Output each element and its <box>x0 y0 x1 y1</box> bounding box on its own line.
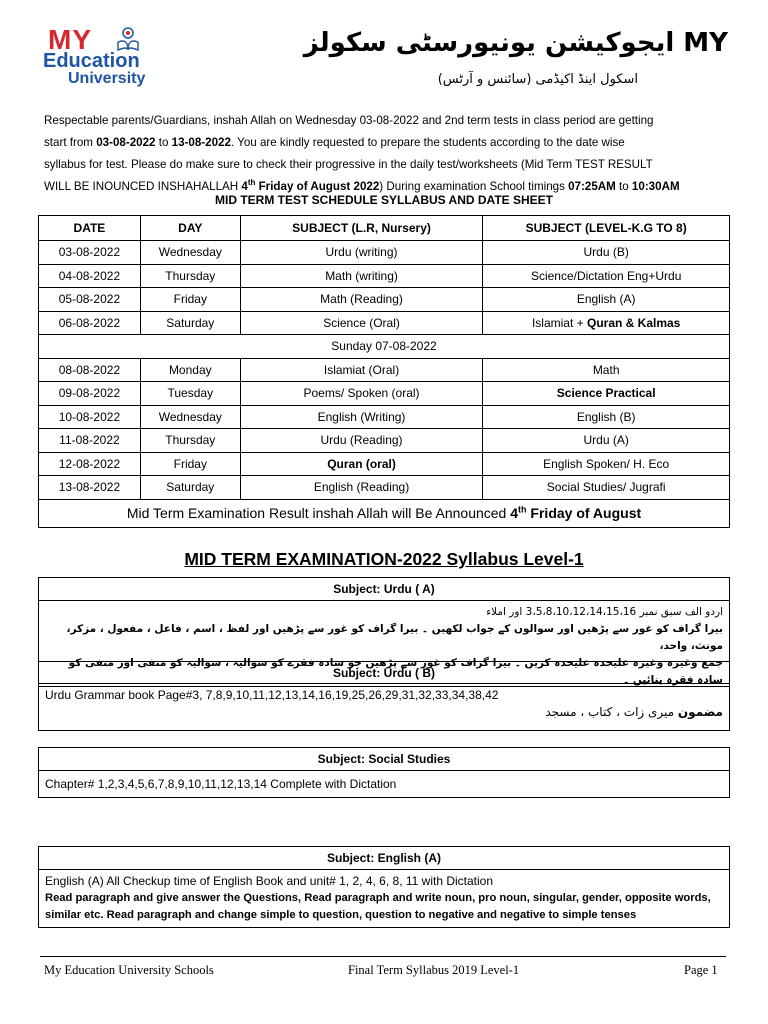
syllabus-line: English (A) All Checkup time of English Book and unit# 1, 2, 4, 6, 8, 11 with Dictation <box>45 874 494 888</box>
book-emblem-icon <box>116 26 140 52</box>
logo-education-text: Education <box>43 50 140 72</box>
urdu-line: جمع وغیرہ وغیرہ علیحدہ علیحدہ کریں ۔ بیرا گراف کو غور سے پڑھیں جو سادہ فقرے کو سوالیہ ، سوالیہ کو منفی اور منفی کو سادہ فقرہ بنائیں ۔ <box>68 657 723 686</box>
intro-line: Respectable parents/Guardians, inshah Allah on Wednesday 03-08-2022 and 2nd term tests in class period are getting <box>44 114 654 127</box>
day-cell: Thursday <box>140 429 240 453</box>
column-header: SUBJECT (L.R, Nursery) <box>240 216 483 241</box>
urdu-school-subtitle: اسکول اینڈ اکیڈمی (سائنس و آرٹس) <box>437 72 638 87</box>
urdu-line: مضمون میری زات ، کتاب ، مسجد <box>545 705 723 719</box>
footer-divider <box>40 956 726 957</box>
logo-my-text: MY <box>48 24 92 55</box>
urdu-b-box <box>38 661 730 731</box>
date-cell: 05-08-2022 <box>39 288 141 312</box>
subject-cell: Urdu (B) <box>483 241 730 265</box>
subject-cell: Islamiat (Oral) <box>240 358 483 382</box>
column-header: DAY <box>140 216 240 241</box>
table-row <box>39 429 730 453</box>
day-cell: Thursday <box>140 264 240 288</box>
subject-cell: Science Practical <box>483 382 730 406</box>
subject-cell: English (Reading) <box>240 476 483 500</box>
subject-cell: Social Studies/ Jugrafi <box>483 476 730 500</box>
subject-cell: Quran (oral) <box>240 452 483 476</box>
syllabus-line: Read paragraph and give answer the Questions, Read paragraph and write noun, pro noun, singular, gender, opposite words, similar etc. Read paragraph and change simple to question, question to negative and negative to simple tenses <box>45 892 711 921</box>
subject-cell: English (B) <box>483 405 730 429</box>
subject-cell: Math (writing) <box>240 264 483 288</box>
subject-cell: Urdu (writing) <box>240 241 483 265</box>
intro-paragraph <box>44 110 734 198</box>
day-cell: Wednesday <box>140 405 240 429</box>
schedule-title: MID TERM TEST SCHEDULE SYLLABUS AND DATE SHEET <box>214 193 553 207</box>
intro-line: start from 03-08-2022 to 13-08-2022. You are kindly requested to prepare the students according to the date wise <box>44 136 625 149</box>
subject-heading: Subject: Urdu ( B) <box>39 661 729 684</box>
subject-cell: Urdu (Reading) <box>240 429 483 453</box>
subject-cell: Science/Dictation Eng+Urdu <box>483 264 730 288</box>
subject-cell: Poems/ Spoken (oral) <box>240 382 483 406</box>
table-row <box>39 476 730 500</box>
day-cell: Wednesday <box>140 241 240 265</box>
date-cell: 13-08-2022 <box>39 476 141 500</box>
school-logo <box>40 24 160 90</box>
table-row <box>39 382 730 406</box>
date-cell: 11-08-2022 <box>39 429 141 453</box>
subject-heading: Subject: English (A) <box>39 847 729 870</box>
footer-page-number: Page 1 <box>684 963 718 977</box>
date-sheet-table <box>38 215 730 528</box>
day-cell: Saturday <box>140 476 240 500</box>
social-studies-box <box>38 747 730 798</box>
urdu-line: بیرا گراف کو غور سے پڑھیں اور سوالوں کے جواب لکھیں ۔ بیرا گراف کو غور سے پڑھیں اور لفظ ، اسم ، فاعل ، مفعول ، مزکر، مونث، واحد، <box>66 623 723 652</box>
intro-line: syllabus for test. Please do make sure to check their progressive in the daily test/worksheets (Mid Term TEST RESULT <box>44 158 653 171</box>
day-cell: Tuesday <box>140 382 240 406</box>
urdu-line: اردو الف سبق نمبر 3،5،8،10،12،14،15،16 اور املاء <box>486 606 723 618</box>
subject-body <box>39 684 729 730</box>
footer-school-name: My Education University Schools <box>44 963 214 977</box>
subject-cell: Math <box>483 358 730 382</box>
sunday-row <box>39 335 730 359</box>
subject-cell: Science (Oral) <box>240 311 483 335</box>
date-cell: 06-08-2022 <box>39 311 141 335</box>
table-row <box>39 288 730 312</box>
footer-document-title: Final Term Syllabus 2019 Level-1 <box>348 963 520 977</box>
table-row <box>39 452 730 476</box>
column-header: DATE <box>39 216 141 241</box>
subject-body <box>39 870 729 927</box>
subject-cell: Islamiat + Quran & Kalmas <box>483 311 730 335</box>
day-cell: Saturday <box>140 311 240 335</box>
table-row <box>39 358 730 382</box>
syllabus-line: Urdu Grammar book Page#3, 7,8,9,10,11,12,13,14,16,19,25,26,29,31,32,33,34,38,42 <box>45 688 499 702</box>
date-cell: 08-08-2022 <box>39 358 141 382</box>
subject-cell: English Spoken/ H. Eco <box>483 452 730 476</box>
result-announcement: Mid Term Examination Result inshah Allah will Be Announced 4th Friday of August <box>39 499 730 527</box>
date-cell: 03-08-2022 <box>39 241 141 265</box>
day-cell: Friday <box>140 452 240 476</box>
intro-line: WILL BE INOUNCED INSHAHALLAH 4th Friday of August 2022) During examination School timings 07:25AM to 10:30AM <box>44 178 680 193</box>
table-header-row <box>39 216 730 241</box>
table-row <box>39 264 730 288</box>
subject-body: Chapter# 1,2,3,4,5,6,7,8,9,10,11,12,13,14 Complete with Dictation <box>45 777 397 791</box>
date-cell: 12-08-2022 <box>39 452 141 476</box>
logo-university-text: University <box>68 70 146 87</box>
date-cell: 09-08-2022 <box>39 382 141 406</box>
subject-cell: English (Writing) <box>240 405 483 429</box>
subject-cell: English (A) <box>483 288 730 312</box>
english-a-box <box>38 846 730 928</box>
day-cell: Friday <box>140 288 240 312</box>
urdu-school-title: MY ایجوکیشن یونیورسٹی سکولز <box>303 28 728 58</box>
subject-cell: Urdu (A) <box>483 429 730 453</box>
subject-cell: Math (Reading) <box>240 288 483 312</box>
table-row <box>39 311 730 335</box>
date-cell: 10-08-2022 <box>39 405 141 429</box>
page-header <box>0 0 768 110</box>
syllabus-title: MID TERM EXAMINATION-2022 Syllabus Level-1 <box>184 549 584 569</box>
subject-heading: Subject: Urdu ( A) <box>39 578 729 601</box>
table-row <box>39 405 730 429</box>
day-cell: Monday <box>140 358 240 382</box>
column-header: SUBJECT (LEVEL-K.G TO 8) <box>483 216 730 241</box>
date-cell: 04-08-2022 <box>39 264 141 288</box>
holiday-cell: Sunday 07-08-2022 <box>39 335 730 359</box>
subject-heading: Subject: Social Studies <box>39 748 729 771</box>
table-row <box>39 241 730 265</box>
result-announcement-row <box>39 499 730 527</box>
